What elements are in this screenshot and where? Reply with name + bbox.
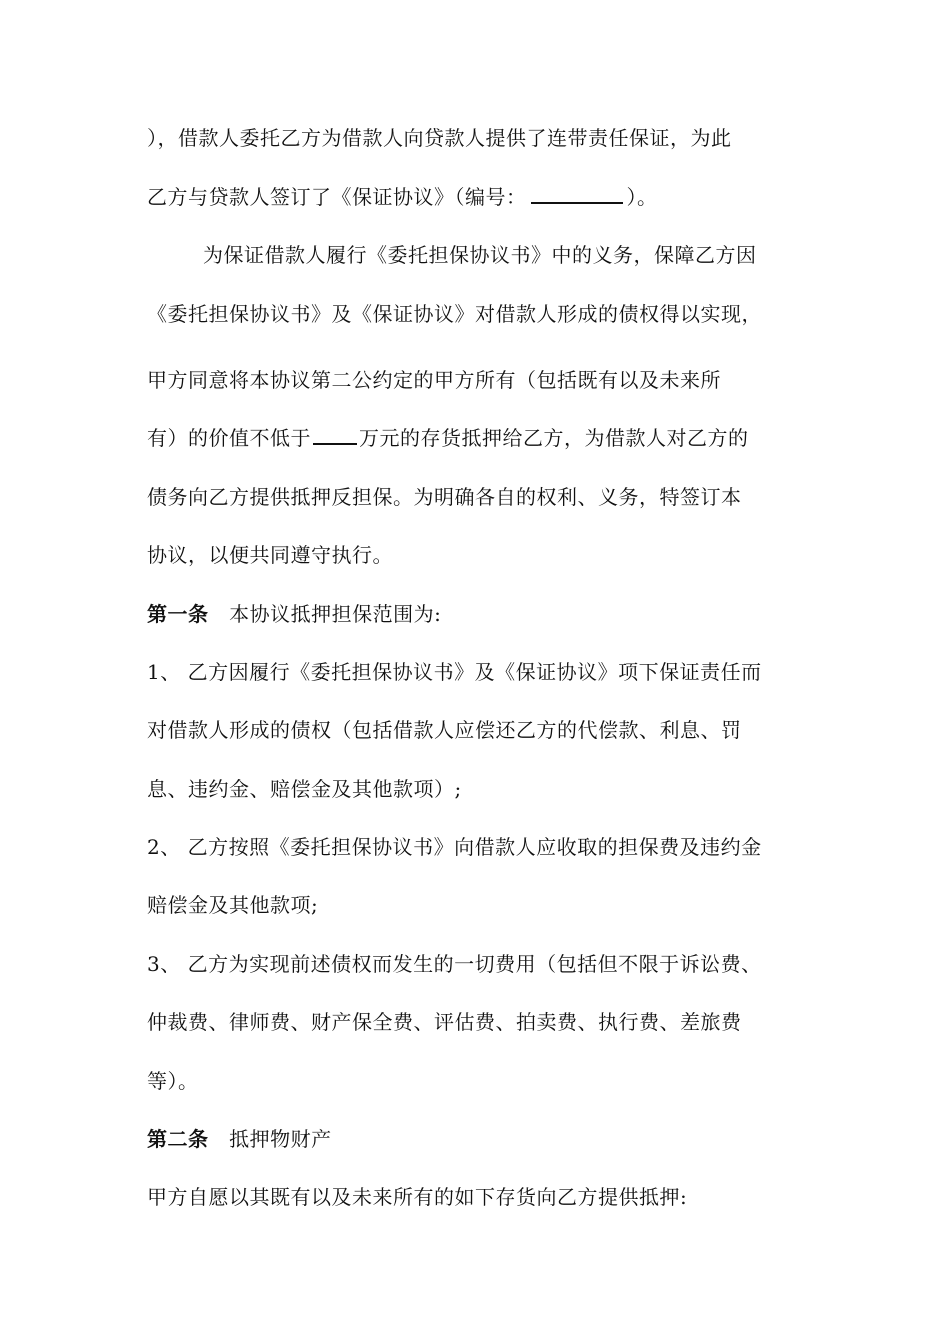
line-text: 乙方与贷款人签订了《保证协议》（编号： <box>147 185 527 209</box>
article-number: 第二条 <box>147 1127 209 1151</box>
paragraph-line: 甲方同意将本协议第二公约定的甲方所有（包括既有以及未来所 <box>147 368 721 392</box>
paragraph-line: 协议，以便共同遵守执行。 <box>147 543 393 567</box>
paragraph-line <box>147 183 847 211</box>
paragraph-line: 赔偿金及其他款项; <box>147 893 319 917</box>
list-item: 1、 乙方因履行《委托担保协议书》及《保证协议》项下保证责任而 <box>147 660 762 684</box>
list-item: 2、 乙方按照《委托担保协议书》向借款人应收取的担保费及违约金 <box>147 835 762 859</box>
article-heading <box>147 600 847 628</box>
article-number: 第一条 <box>147 602 209 626</box>
contract-number-blank <box>531 184 623 204</box>
paragraph-line <box>147 424 847 452</box>
paragraph-line: 为保证借款人履行《委托担保协议书》中的义务，保障乙方因 <box>203 243 757 267</box>
article-title: 抵押物财产 <box>229 1127 332 1151</box>
paragraph-line: 甲方自愿以其既有以及未来所有的如下存货向乙方提供抵押: <box>147 1185 688 1209</box>
line-text: ）。 <box>626 185 658 209</box>
paragraph-line: 等）。 <box>147 1069 199 1093</box>
paragraph-line: 对借款人形成的债权（包括借款人应偿还乙方的代偿款、利息、罚 <box>147 718 742 742</box>
paragraph-line: 《委托担保协议书》及《保证协议》对借款人形成的债权得以实现， <box>147 302 762 326</box>
paragraph-line: 仲裁费、律师费、财产保全费、评估费、拍卖费、执行费、差旅费 <box>147 1010 742 1034</box>
line-text: 万元的存货抵押给乙方，为借款人对乙方的 <box>359 426 749 450</box>
article-heading <box>147 1125 847 1153</box>
amount-blank <box>313 425 357 445</box>
article-title: 本协议抵押担保范围为: <box>229 602 442 626</box>
paragraph-line: 息、违约金、赔偿金及其他款项）; <box>147 777 462 801</box>
list-item: 3、 乙方为实现前述债权而发生的一切费用（包括但不限于诉讼费、 <box>147 952 762 976</box>
paragraph-line: ），借款人委托乙方为借款人向贷款人提供了连带责任保证，为此 <box>147 126 732 150</box>
line-text: 有）的价值不低于 <box>147 426 311 450</box>
paragraph-line: 债务向乙方提供抵押反担保。为明确各自的权利、义务，特签订本 <box>147 485 742 509</box>
